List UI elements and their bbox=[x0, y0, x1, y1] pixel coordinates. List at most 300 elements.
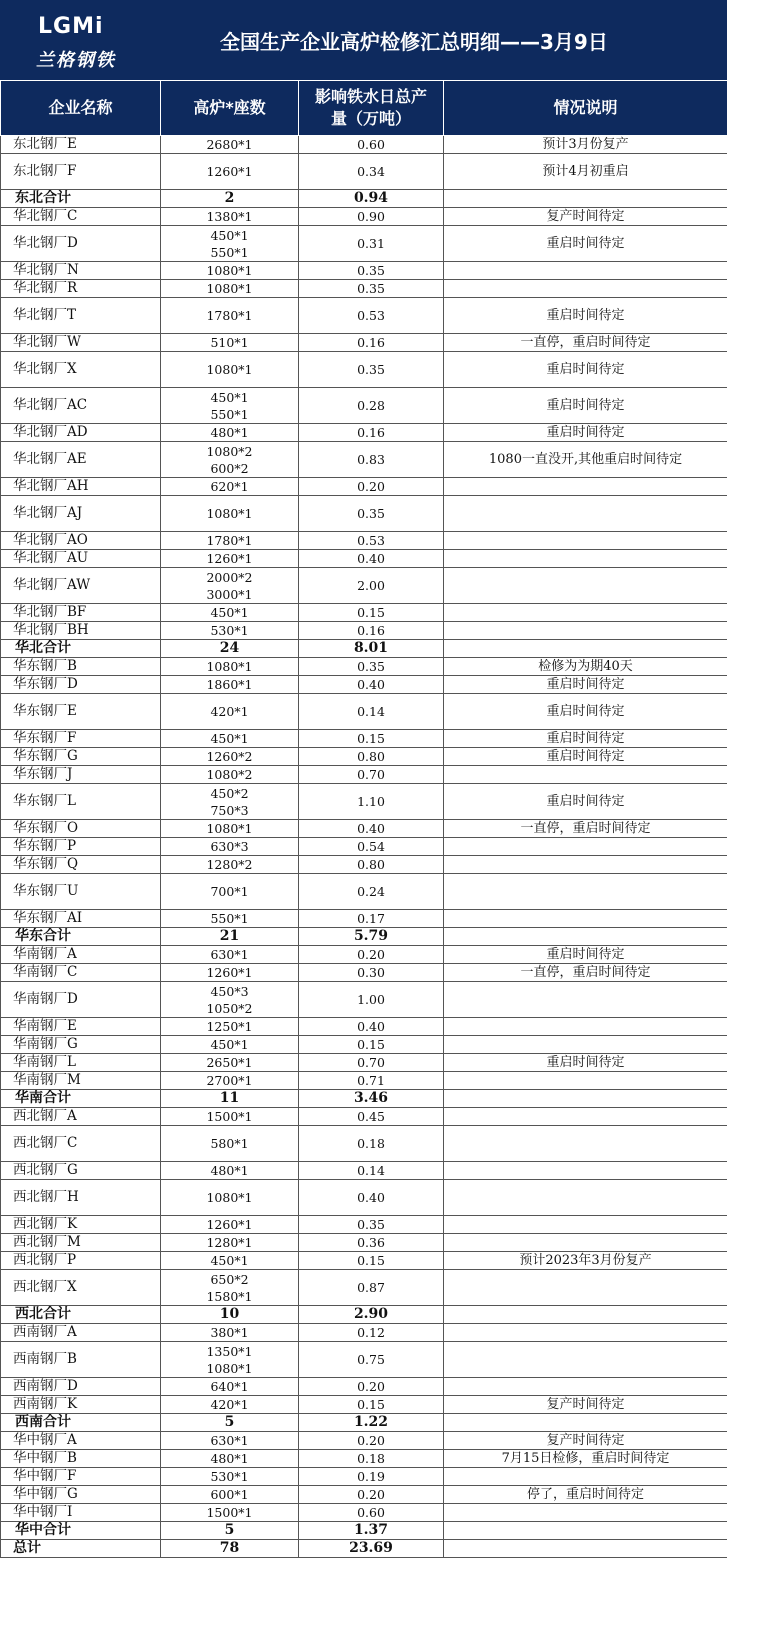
subtotal-row bbox=[1, 928, 728, 946]
subtotal-row bbox=[1, 1414, 728, 1432]
company-name-cell: 华东钢厂U bbox=[1, 874, 161, 910]
table-row bbox=[1, 1486, 728, 1504]
table-row bbox=[1, 838, 728, 856]
output-cell: 0.40 bbox=[299, 676, 444, 694]
subtotal-row bbox=[1, 640, 728, 658]
output-cell: 0.40 bbox=[299, 1180, 444, 1216]
table-row bbox=[1, 1378, 728, 1396]
logo-mark: LGMi bbox=[38, 14, 104, 39]
output-cell: 0.90 bbox=[299, 208, 444, 226]
company-name-cell: 华北钢厂AD bbox=[1, 424, 161, 442]
output-cell: 0.70 bbox=[299, 766, 444, 784]
note-cell bbox=[444, 1342, 728, 1378]
table-row bbox=[1, 1432, 728, 1450]
company-name-cell: 华南钢厂G bbox=[1, 1036, 161, 1054]
output-cell: 0.60 bbox=[299, 136, 444, 154]
company-name-cell: 总计 bbox=[1, 1540, 161, 1558]
table-row bbox=[1, 352, 728, 388]
furnace-count-cell: 420*1 bbox=[161, 694, 299, 730]
furnace-count-cell: 10 bbox=[161, 1306, 299, 1324]
table-row bbox=[1, 694, 728, 730]
table-row bbox=[1, 550, 728, 568]
note-cell: 预计2023年3月份复产 bbox=[444, 1252, 728, 1270]
output-cell: 0.15 bbox=[299, 604, 444, 622]
table-row bbox=[1, 1036, 728, 1054]
furnace-count-cell: 1780*1 bbox=[161, 298, 299, 334]
note-cell: 检修为为期40天 bbox=[444, 658, 728, 676]
note-cell: 重启时间待定 bbox=[444, 730, 728, 748]
note-cell bbox=[444, 1378, 728, 1396]
output-cell: 0.30 bbox=[299, 964, 444, 982]
total-row bbox=[1, 1540, 728, 1558]
note-cell bbox=[444, 1090, 728, 1108]
table-header-row bbox=[1, 81, 728, 136]
furnace-count-cell: 450*3 1050*2 bbox=[161, 982, 299, 1018]
output-cell: 0.24 bbox=[299, 874, 444, 910]
note-cell bbox=[444, 856, 728, 874]
company-name-cell: 华南合计 bbox=[1, 1090, 161, 1108]
note-cell: 重启时间待定 bbox=[444, 694, 728, 730]
table-row bbox=[1, 1072, 728, 1090]
note-cell: 一直停，重启时间待定 bbox=[444, 334, 728, 352]
furnace-count-cell: 1260*2 bbox=[161, 748, 299, 766]
company-name-cell: 西南合计 bbox=[1, 1414, 161, 1432]
company-name-cell: 华东钢厂L bbox=[1, 784, 161, 820]
company-name-cell: 华中钢厂A bbox=[1, 1432, 161, 1450]
note-cell bbox=[444, 1018, 728, 1036]
subtotal-row bbox=[1, 190, 728, 208]
note-cell bbox=[444, 1468, 728, 1486]
furnace-count-cell: 450*1 550*1 bbox=[161, 388, 299, 424]
furnace-count-cell: 530*1 bbox=[161, 622, 299, 640]
furnace-count-cell: 530*1 bbox=[161, 1468, 299, 1486]
note-cell: 重启时间待定 bbox=[444, 676, 728, 694]
subtotal-row bbox=[1, 1522, 728, 1540]
output-cell: 0.28 bbox=[299, 388, 444, 424]
furnace-count-cell: 1260*1 bbox=[161, 550, 299, 568]
note-cell: 一直停，重启时间待定 bbox=[444, 820, 728, 838]
furnace-count-cell: 2 bbox=[161, 190, 299, 208]
company-name-cell: 华北钢厂AW bbox=[1, 568, 161, 604]
table-row bbox=[1, 1252, 728, 1270]
table-row bbox=[1, 604, 728, 622]
output-cell: 0.17 bbox=[299, 910, 444, 928]
table-row bbox=[1, 1324, 728, 1342]
furnace-count-cell: 21 bbox=[161, 928, 299, 946]
table-row bbox=[1, 298, 728, 334]
column-header-furnace: 高炉*座数 bbox=[161, 81, 299, 136]
note-cell bbox=[444, 532, 728, 550]
note-cell bbox=[444, 1324, 728, 1342]
company-name-cell: 东北钢厂E bbox=[1, 136, 161, 154]
furnace-count-cell: 600*1 bbox=[161, 1486, 299, 1504]
output-cell: 0.80 bbox=[299, 748, 444, 766]
table-row bbox=[1, 1270, 728, 1306]
furnace-count-cell: 630*1 bbox=[161, 1432, 299, 1450]
table-row bbox=[1, 442, 728, 478]
furnace-count-cell: 2000*2 3000*1 bbox=[161, 568, 299, 604]
company-name-cell: 西南钢厂A bbox=[1, 1324, 161, 1342]
table-row bbox=[1, 1162, 728, 1180]
note-cell bbox=[444, 910, 728, 928]
output-cell: 1.00 bbox=[299, 982, 444, 1018]
output-cell: 2.00 bbox=[299, 568, 444, 604]
output-cell: 0.16 bbox=[299, 334, 444, 352]
note-cell: 复产时间待定 bbox=[444, 1396, 728, 1414]
company-name-cell: 华中钢厂F bbox=[1, 1468, 161, 1486]
company-name-cell: 华北钢厂AC bbox=[1, 388, 161, 424]
furnace-count-cell: 420*1 bbox=[161, 1396, 299, 1414]
output-cell: 0.35 bbox=[299, 280, 444, 298]
table-row bbox=[1, 424, 728, 442]
table-row bbox=[1, 154, 728, 190]
note-cell bbox=[444, 1414, 728, 1432]
note-cell: 预计4月初重启 bbox=[444, 154, 728, 190]
company-name-cell: 西南钢厂K bbox=[1, 1396, 161, 1414]
note-cell bbox=[444, 496, 728, 532]
furnace-count-cell: 650*2 1580*1 bbox=[161, 1270, 299, 1306]
furnace-count-cell: 2680*1 bbox=[161, 136, 299, 154]
output-cell: 0.15 bbox=[299, 1036, 444, 1054]
note-cell bbox=[444, 1522, 728, 1540]
furnace-count-cell: 1080*1 bbox=[161, 496, 299, 532]
note-cell bbox=[444, 478, 728, 496]
furnace-count-cell: 450*1 bbox=[161, 730, 299, 748]
furnace-count-cell: 1780*1 bbox=[161, 532, 299, 550]
table-row bbox=[1, 208, 728, 226]
output-cell: 0.18 bbox=[299, 1450, 444, 1468]
company-name-cell: 华中合计 bbox=[1, 1522, 161, 1540]
note-cell: 重启时间待定 bbox=[444, 298, 728, 334]
column-header-note: 情况说明 bbox=[444, 81, 728, 136]
note-cell bbox=[444, 1126, 728, 1162]
output-cell: 0.20 bbox=[299, 1486, 444, 1504]
table-row bbox=[1, 1018, 728, 1036]
company-name-cell: 华中钢厂B bbox=[1, 1450, 161, 1468]
note-cell bbox=[444, 982, 728, 1018]
note-cell bbox=[444, 1306, 728, 1324]
note-cell: 重启时间待定 bbox=[444, 1054, 728, 1072]
output-cell: 5.79 bbox=[299, 928, 444, 946]
table-row bbox=[1, 136, 728, 154]
output-cell: 0.75 bbox=[299, 1342, 444, 1378]
company-name-cell: 华北钢厂AO bbox=[1, 532, 161, 550]
furnace-count-cell: 700*1 bbox=[161, 874, 299, 910]
furnace-count-cell: 630*3 bbox=[161, 838, 299, 856]
company-name-cell: 华北钢厂R bbox=[1, 280, 161, 298]
company-name-cell: 华北合计 bbox=[1, 640, 161, 658]
output-cell: 0.34 bbox=[299, 154, 444, 190]
table-row bbox=[1, 388, 728, 424]
company-name-cell: 华东钢厂P bbox=[1, 838, 161, 856]
note-cell: 重启时间待定 bbox=[444, 784, 728, 820]
furnace-count-cell: 1080*2 600*2 bbox=[161, 442, 299, 478]
table-row bbox=[1, 676, 728, 694]
output-cell: 1.37 bbox=[299, 1522, 444, 1540]
furnace-count-cell: 1080*1 bbox=[161, 352, 299, 388]
table-row bbox=[1, 1504, 728, 1522]
report-header bbox=[0, 0, 727, 80]
note-cell bbox=[444, 928, 728, 946]
furnace-count-cell: 5 bbox=[161, 1522, 299, 1540]
furnace-count-cell: 1080*1 bbox=[161, 658, 299, 676]
note-cell: 重启时间待定 bbox=[444, 748, 728, 766]
furnace-count-cell: 450*1 550*1 bbox=[161, 226, 299, 262]
note-cell: 重启时间待定 bbox=[444, 946, 728, 964]
output-cell: 0.18 bbox=[299, 1126, 444, 1162]
note-cell bbox=[444, 604, 728, 622]
company-name-cell: 华北钢厂AH bbox=[1, 478, 161, 496]
note-cell: 重启时间待定 bbox=[444, 424, 728, 442]
furnace-count-cell: 1380*1 bbox=[161, 208, 299, 226]
table-row bbox=[1, 820, 728, 838]
output-cell: 0.14 bbox=[299, 1162, 444, 1180]
furnace-count-cell: 1250*1 bbox=[161, 1018, 299, 1036]
table-row bbox=[1, 496, 728, 532]
company-name-cell: 华北钢厂W bbox=[1, 334, 161, 352]
company-name-cell: 华东钢厂B bbox=[1, 658, 161, 676]
furnace-count-cell: 11 bbox=[161, 1090, 299, 1108]
output-cell: 3.46 bbox=[299, 1090, 444, 1108]
output-cell: 23.69 bbox=[299, 1540, 444, 1558]
table-row bbox=[1, 946, 728, 964]
table-body bbox=[1, 136, 728, 1558]
furnace-count-cell: 1500*1 bbox=[161, 1504, 299, 1522]
company-name-cell: 华北钢厂N bbox=[1, 262, 161, 280]
note-cell bbox=[444, 1504, 728, 1522]
company-name-cell: 西北钢厂H bbox=[1, 1180, 161, 1216]
company-name-cell: 西北钢厂A bbox=[1, 1108, 161, 1126]
furnace-count-cell: 640*1 bbox=[161, 1378, 299, 1396]
note-cell bbox=[444, 1108, 728, 1126]
company-name-cell: 西北钢厂P bbox=[1, 1252, 161, 1270]
note-cell bbox=[444, 1270, 728, 1306]
note-cell bbox=[444, 1036, 728, 1054]
note-cell: 预计3月份复产 bbox=[444, 136, 728, 154]
note-cell bbox=[444, 838, 728, 856]
company-name-cell: 华北钢厂X bbox=[1, 352, 161, 388]
output-cell: 8.01 bbox=[299, 640, 444, 658]
table-row bbox=[1, 478, 728, 496]
table-row bbox=[1, 1126, 728, 1162]
output-cell: 0.70 bbox=[299, 1054, 444, 1072]
company-name-cell: 华北钢厂AE bbox=[1, 442, 161, 478]
table-row bbox=[1, 766, 728, 784]
company-name-cell: 华东钢厂F bbox=[1, 730, 161, 748]
company-name-cell: 华北钢厂D bbox=[1, 226, 161, 262]
furnace-count-cell: 580*1 bbox=[161, 1126, 299, 1162]
note-cell bbox=[444, 640, 728, 658]
company-name-cell: 华东钢厂D bbox=[1, 676, 161, 694]
company-name-cell: 华北钢厂AU bbox=[1, 550, 161, 568]
company-name-cell: 西北钢厂M bbox=[1, 1234, 161, 1252]
output-cell: 0.40 bbox=[299, 1018, 444, 1036]
table-row bbox=[1, 568, 728, 604]
furnace-count-cell: 1500*1 bbox=[161, 1108, 299, 1126]
furnace-count-cell: 5 bbox=[161, 1414, 299, 1432]
note-cell: 一直停，重启时间待定 bbox=[444, 964, 728, 982]
company-name-cell: 华南钢厂D bbox=[1, 982, 161, 1018]
furnace-count-cell: 450*1 bbox=[161, 1036, 299, 1054]
blast-furnace-table bbox=[0, 80, 727, 1558]
table-row bbox=[1, 784, 728, 820]
table-row bbox=[1, 1396, 728, 1414]
output-cell: 0.36 bbox=[299, 1234, 444, 1252]
note-cell bbox=[444, 874, 728, 910]
output-cell: 0.87 bbox=[299, 1270, 444, 1306]
table-row bbox=[1, 262, 728, 280]
note-cell: 重启时间待定 bbox=[444, 352, 728, 388]
output-cell: 1.10 bbox=[299, 784, 444, 820]
output-cell: 0.53 bbox=[299, 532, 444, 550]
table-row bbox=[1, 1342, 728, 1378]
company-name-cell: 西北钢厂K bbox=[1, 1216, 161, 1234]
subtotal-row bbox=[1, 1090, 728, 1108]
output-cell: 0.40 bbox=[299, 550, 444, 568]
output-cell: 0.35 bbox=[299, 352, 444, 388]
table-row bbox=[1, 1054, 728, 1072]
note-cell: 复产时间待定 bbox=[444, 1432, 728, 1450]
furnace-count-cell: 480*1 bbox=[161, 1450, 299, 1468]
furnace-count-cell: 620*1 bbox=[161, 478, 299, 496]
company-name-cell: 华北钢厂T bbox=[1, 298, 161, 334]
note-cell bbox=[444, 1540, 728, 1558]
output-cell: 0.94 bbox=[299, 190, 444, 208]
furnace-count-cell: 1260*1 bbox=[161, 964, 299, 982]
furnace-count-cell: 2700*1 bbox=[161, 1072, 299, 1090]
company-name-cell: 华南钢厂A bbox=[1, 946, 161, 964]
table-row bbox=[1, 874, 728, 910]
output-cell: 0.20 bbox=[299, 478, 444, 496]
furnace-count-cell: 24 bbox=[161, 640, 299, 658]
furnace-count-cell: 510*1 bbox=[161, 334, 299, 352]
output-cell: 0.40 bbox=[299, 820, 444, 838]
output-cell: 0.35 bbox=[299, 658, 444, 676]
company-name-cell: 西北钢厂G bbox=[1, 1162, 161, 1180]
furnace-count-cell: 1080*2 bbox=[161, 766, 299, 784]
note-cell bbox=[444, 1234, 728, 1252]
table-row bbox=[1, 1450, 728, 1468]
table-row bbox=[1, 1180, 728, 1216]
output-cell: 0.15 bbox=[299, 730, 444, 748]
company-name-cell: 华北钢厂BF bbox=[1, 604, 161, 622]
table-row bbox=[1, 1108, 728, 1126]
subtotal-row bbox=[1, 1306, 728, 1324]
company-name-cell: 华北钢厂AJ bbox=[1, 496, 161, 532]
note-cell bbox=[444, 1072, 728, 1090]
furnace-count-cell: 1280*2 bbox=[161, 856, 299, 874]
furnace-count-cell: 1260*1 bbox=[161, 1216, 299, 1234]
table-row bbox=[1, 1468, 728, 1486]
note-cell bbox=[444, 280, 728, 298]
company-name-cell: 西北钢厂C bbox=[1, 1126, 161, 1162]
company-name-cell: 华东钢厂E bbox=[1, 694, 161, 730]
company-name-cell: 东北钢厂F bbox=[1, 154, 161, 190]
output-cell: 0.15 bbox=[299, 1396, 444, 1414]
table-row bbox=[1, 730, 728, 748]
note-cell: 停了，重启时间待定 bbox=[444, 1486, 728, 1504]
company-logo bbox=[30, 8, 120, 72]
note-cell bbox=[444, 1216, 728, 1234]
furnace-count-cell: 480*1 bbox=[161, 424, 299, 442]
logo-subtitle: 兰格钢铁 bbox=[36, 50, 116, 71]
output-cell: 0.35 bbox=[299, 262, 444, 280]
output-cell: 0.12 bbox=[299, 1324, 444, 1342]
column-header-company: 企业名称 bbox=[1, 81, 161, 136]
company-name-cell: 华北钢厂BH bbox=[1, 622, 161, 640]
table-row bbox=[1, 532, 728, 550]
output-cell: 0.20 bbox=[299, 946, 444, 964]
note-cell bbox=[444, 622, 728, 640]
table-row bbox=[1, 226, 728, 262]
company-name-cell: 华北钢厂C bbox=[1, 208, 161, 226]
company-name-cell: 华东钢厂O bbox=[1, 820, 161, 838]
company-name-cell: 东北合计 bbox=[1, 190, 161, 208]
note-cell bbox=[444, 1162, 728, 1180]
company-name-cell: 华南钢厂E bbox=[1, 1018, 161, 1036]
company-name-cell: 西南钢厂B bbox=[1, 1342, 161, 1378]
company-name-cell: 华东钢厂Q bbox=[1, 856, 161, 874]
table-row bbox=[1, 1234, 728, 1252]
output-cell: 0.60 bbox=[299, 1504, 444, 1522]
output-cell: 1.22 bbox=[299, 1414, 444, 1432]
note-cell: 1080一直没开,其他重启时间待定 bbox=[444, 442, 728, 478]
note-cell bbox=[444, 550, 728, 568]
note-cell bbox=[444, 1180, 728, 1216]
report-title: 全国生产企业高炉检修汇总明细——3月9日 bbox=[220, 30, 608, 54]
company-name-cell: 华东钢厂G bbox=[1, 748, 161, 766]
furnace-count-cell: 480*1 bbox=[161, 1162, 299, 1180]
output-cell: 0.14 bbox=[299, 694, 444, 730]
output-cell: 0.16 bbox=[299, 424, 444, 442]
company-name-cell: 华东合计 bbox=[1, 928, 161, 946]
table-row bbox=[1, 910, 728, 928]
output-cell: 0.53 bbox=[299, 298, 444, 334]
output-cell: 0.16 bbox=[299, 622, 444, 640]
furnace-count-cell: 380*1 bbox=[161, 1324, 299, 1342]
furnace-count-cell: 450*2 750*3 bbox=[161, 784, 299, 820]
table-row bbox=[1, 622, 728, 640]
furnace-count-cell: 450*1 bbox=[161, 1252, 299, 1270]
table-row bbox=[1, 964, 728, 982]
furnace-count-cell: 1080*1 bbox=[161, 1180, 299, 1216]
column-header-output: 影响铁水日总产量（万吨） bbox=[299, 81, 444, 136]
furnace-count-cell: 1260*1 bbox=[161, 154, 299, 190]
output-cell: 0.15 bbox=[299, 1252, 444, 1270]
note-cell bbox=[444, 766, 728, 784]
output-cell: 0.80 bbox=[299, 856, 444, 874]
output-cell: 0.45 bbox=[299, 1108, 444, 1126]
company-name-cell: 西北合计 bbox=[1, 1306, 161, 1324]
note-cell bbox=[444, 190, 728, 208]
note-cell: 重启时间待定 bbox=[444, 226, 728, 262]
table-row bbox=[1, 856, 728, 874]
output-cell: 0.83 bbox=[299, 442, 444, 478]
furnace-count-cell: 1350*1 1080*1 bbox=[161, 1342, 299, 1378]
table-row bbox=[1, 748, 728, 766]
note-cell bbox=[444, 262, 728, 280]
company-name-cell: 华东钢厂AI bbox=[1, 910, 161, 928]
company-name-cell: 华中钢厂I bbox=[1, 1504, 161, 1522]
output-cell: 2.90 bbox=[299, 1306, 444, 1324]
company-name-cell: 华南钢厂C bbox=[1, 964, 161, 982]
note-cell: 复产时间待定 bbox=[444, 208, 728, 226]
furnace-count-cell: 450*1 bbox=[161, 604, 299, 622]
table-row bbox=[1, 280, 728, 298]
table-row bbox=[1, 982, 728, 1018]
furnace-count-cell: 550*1 bbox=[161, 910, 299, 928]
furnace-count-cell: 78 bbox=[161, 1540, 299, 1558]
